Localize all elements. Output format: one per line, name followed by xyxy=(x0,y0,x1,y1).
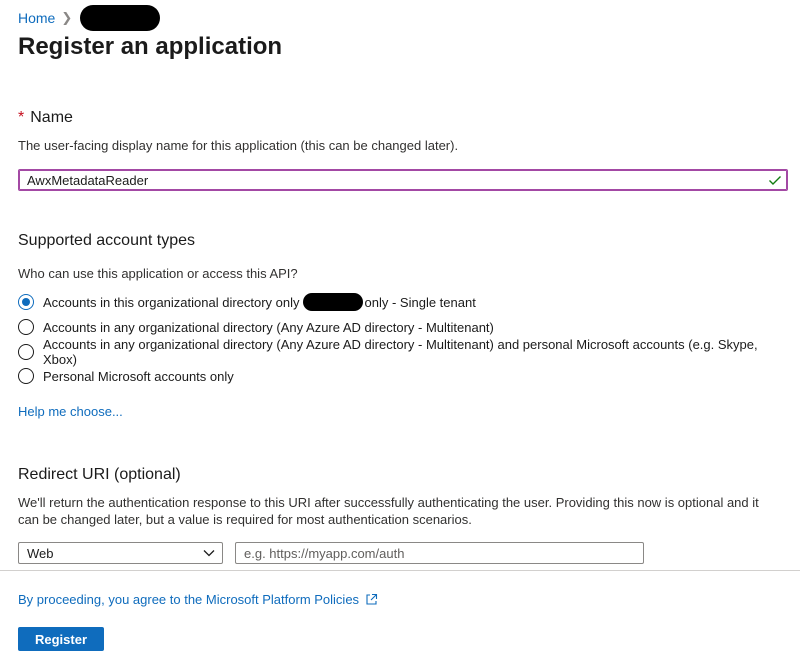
account-type-radio-group xyxy=(18,290,790,389)
radio-button[interactable] xyxy=(18,344,34,360)
name-label xyxy=(18,109,790,127)
chevron-down-icon xyxy=(202,546,216,560)
radio-button[interactable] xyxy=(18,319,34,335)
page-title: Register an application xyxy=(18,33,283,60)
name-field-wrapper xyxy=(18,169,788,191)
platform-select-value: Web xyxy=(27,545,54,561)
platform-select[interactable] xyxy=(18,542,223,564)
footer-divider xyxy=(0,570,800,571)
name-help-text: The user-facing display name for this application (this can be changed later). xyxy=(18,138,459,153)
platform-policies-link-row xyxy=(18,592,790,607)
external-link-icon[interactable] xyxy=(365,593,378,606)
required-mark: * xyxy=(18,109,25,126)
account-type-option-personal[interactable] xyxy=(18,364,790,389)
breadcrumb xyxy=(18,8,790,28)
option-label: Personal Microsoft accounts only xyxy=(43,368,234,384)
account-types-title: Supported account types xyxy=(18,232,196,249)
option-label: Accounts in any organizational directory (Any Azure AD directory - Multitenant) xyxy=(43,319,494,335)
account-type-option-multitenant-personal[interactable] xyxy=(18,336,790,367)
account-types-question: Who can use this application or access this API? xyxy=(18,266,298,281)
option-label-suffix: only - Single tenant xyxy=(364,294,476,310)
account-type-option-multitenant[interactable] xyxy=(18,315,790,340)
redirect-uri-help-text: We'll return the authentication response to this URI after successfully authenticating the user. Providing this now is optional and it can be changed later, but a value is required for most authentication scenarios. xyxy=(18,495,759,527)
radio-button[interactable] xyxy=(18,368,34,384)
account-type-option-single-tenant[interactable] xyxy=(18,290,790,315)
redirect-uri-title: Redirect URI (optional) xyxy=(18,466,181,483)
option-label-prefix: Accounts in this organizational directory only xyxy=(43,294,300,310)
checkmark-icon xyxy=(767,172,783,188)
register-button[interactable]: Register xyxy=(18,627,104,651)
redacted-breadcrumb-item xyxy=(80,5,160,31)
help-me-choose-link[interactable]: Help me choose... xyxy=(18,404,123,419)
platform-policies-link[interactable]: By proceeding, you agree to the Microsoft Platform Policies xyxy=(18,592,360,607)
breadcrumb-home-link[interactable]: Home xyxy=(18,10,56,26)
option-label: Accounts in any organizational directory (Any Azure AD directory - Multitenant) and personal Microsoft accounts (e.g. Skype, Xbox) xyxy=(43,336,758,367)
radio-button-selected[interactable] xyxy=(18,294,34,310)
redirect-uri-input[interactable] xyxy=(235,542,644,564)
redacted-tenant-name xyxy=(303,293,363,311)
name-label-text: Name xyxy=(30,109,73,126)
chevron-right-icon: ❯ xyxy=(61,10,73,25)
name-input[interactable] xyxy=(19,171,767,189)
